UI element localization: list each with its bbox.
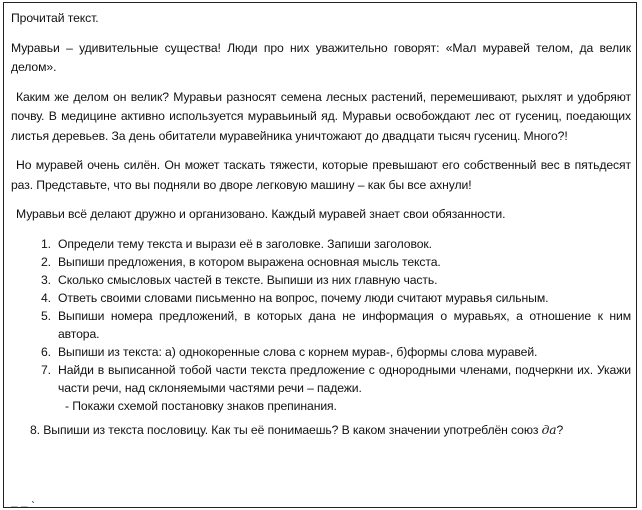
task-text: Определи тему текста и вырази её в заголовке. Запиши заголовок. [58,236,432,251]
task-7-note: - Покажи схемой постановку знаков препинания. [65,398,337,413]
task-8 [11,421,631,440]
task-item [11,271,631,289]
task-item [11,343,631,361]
task-list [11,235,631,397]
paragraph-1: Муравьи – удивительные существа! Люди про них уважительно говорят: «Мал муравей телом, да велик делом». [11,40,631,74]
task-item [11,235,631,253]
task-number: 5. [41,308,51,323]
task-text: Найди в выписанной тобой части текста предложение с однородными членами, подчеркни их. Укажи части речи, над склоняемыми частями речи – падежи. [58,362,631,395]
paragraph-3: Но муравей очень силён. Он может таскать тяжести, которые превышают его собственный вес в пятьдесят раз. Представьте, что вы подняли во дворе легковую машину – как бы все ахнули! [11,158,631,192]
intro-line: Прочитай текст. [11,11,99,25]
task-number: 7. [41,362,51,377]
task-item [11,307,631,343]
task-item [11,253,631,271]
task-text: Выпиши из текста: а) однокоренные слова с корнем мурав-, б)формы слова муравей. [58,344,538,359]
task-number: 2. [41,254,51,269]
cut-off-line: – – ˋ [11,499,36,508]
document-frame [3,2,637,508]
task-item [11,361,631,397]
task-8-end: ? [556,422,564,437]
task-text: Ответь своими словами письменно на вопрос, почему люди считают муравья сильным. [58,290,549,305]
task-item [11,289,631,307]
task-text: Выпиши предложения, в котором выражена основная мысль текста. [58,254,441,269]
task-number: 4. [41,290,51,305]
task-number: 6. [41,344,51,359]
paragraph-2: Каким же делом он велик? Муравьи разносят семена лесных растений, перемешивают, рыхлят и удобряют почву. В медицине активно используется муравьиный яд. Муравьи освобождают лес от гусениц, поедающих листья деревьев. За день обитатели муравейника уничтожают до двадцати тысяч гусениц. Много?! [11,89,631,143]
paragraph-4: Муравьи всё делают дружно и организовано. Каждый муравей знает свои обязанности. [16,207,506,221]
task-number: 1. [41,236,51,251]
task-8-text: 8. Выпиши из текста пословицу. Как ты её понимаешь? В каком значении употреблён союз [30,422,542,437]
task-text: Сколько смысловых частей в тексте. Выпиши из них главную часть. [58,272,438,287]
task-text: Выпиши номера предложений, в которых дана не информация о муравьях, а отношение к ним автора. [58,308,631,341]
task-number: 3. [41,272,51,287]
document-content [11,9,631,440]
task-8-conjunction: да [541,422,557,437]
